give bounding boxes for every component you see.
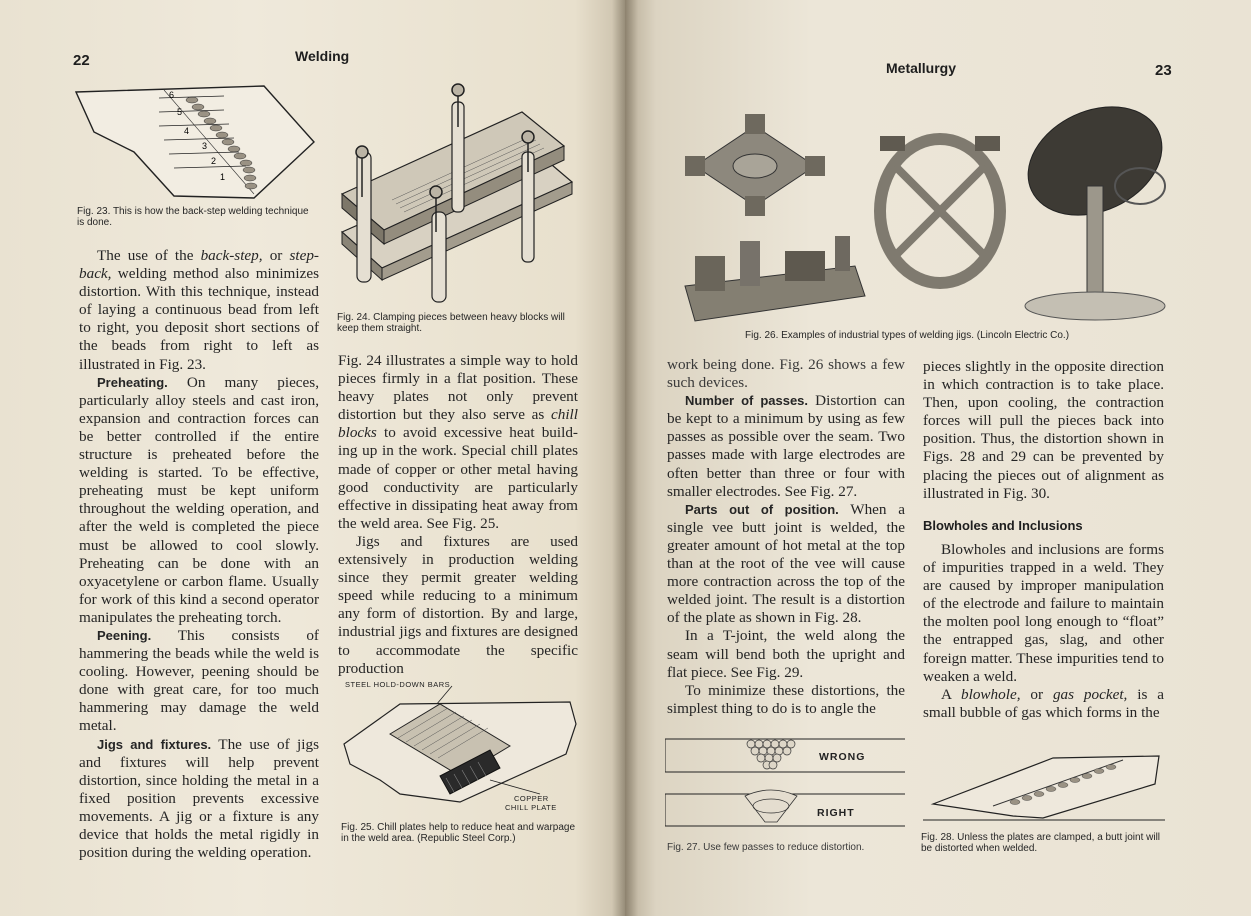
emphasis-stepback: step-back, <box>79 247 319 283</box>
right-column-2b <box>923 541 1164 722</box>
emphasis-chill-blocks: chill blocks <box>338 406 578 442</box>
text-run: On many pieces, particularly alloy steels and cast iron, expansion and contraction forces can be better controlled if the entire structure is preheated before the welding is started. To be effective, preheating must be kept uniform throughout the welding operation, and after the weld is completed the piece must be allowed to cool slowly. Preheating can be done with an oxyacetylene or carbon flame. Usually for work of this kind a second operator manipulates the preheating torch. <box>79 373 319 626</box>
text-run: When a single vee butt joint is welded, the greater amount of hot metal at the top than at the root of the vee will cause more contraction across the top of the welded joint. The result is a distortion of the plate as shown in Fig. 28. <box>667 500 905 627</box>
paragraph-work-being-done: work being done. Fig. 26 shows a few such devices. <box>667 356 905 392</box>
fig23-step-2: 2 <box>211 156 217 166</box>
fig27-label-wrong: WRONG <box>819 751 866 763</box>
emphasis-backstep: back-step, <box>200 247 263 264</box>
fig25-label-bars: STEEL HOLD-DOWN BARS <box>345 680 451 689</box>
fig23-step-1: 1 <box>220 172 226 182</box>
fig28-caption: Fig. 28. Unless the plates are clamped, a butt joint will be distorted when welded. <box>921 832 1161 854</box>
fig25-label-copper: COPPER <box>514 794 549 803</box>
left-page <box>0 0 625 916</box>
fig23-step-3: 3 <box>202 141 208 151</box>
text-run: is a small bubble of gas which forms in the <box>923 685 1165 721</box>
running-head: Welding <box>295 48 350 64</box>
paragraph-preheating <box>79 374 319 627</box>
run-in-head-preheating: Preheating. <box>97 374 168 390</box>
fig25-chill-plate-illustration <box>340 684 580 812</box>
emphasis-blowhole: blowhole, <box>961 685 1021 703</box>
emphasis-gas-pocket: gas pocket, <box>1052 685 1128 703</box>
paragraph-fig24 <box>338 352 578 533</box>
fig23-step-6: 6 <box>169 90 175 100</box>
fig27-label-right: RIGHT <box>817 807 855 819</box>
paragraph-jigs <box>79 736 319 863</box>
text-run: or <box>1020 685 1053 703</box>
fig23-caption: Fig. 23. This is how the back-step welding technique is done. <box>77 206 309 228</box>
fig24-caption: Fig. 24. Clamping pieces between heavy blocks will keep them straight. <box>337 312 565 334</box>
page-number: 23 <box>1155 62 1172 79</box>
fig24-clamping-illustration <box>332 82 580 308</box>
fig23-backstep-illustration <box>74 82 322 202</box>
text-run: to avoid excessive heat build-ing up in the work. Special chill plates made of copper or other metal having good conductivity are particularly effective in dissipating heat away from the weld area. See Fig. 25. <box>338 424 578 532</box>
text-run: Distortion can be kept to a minimum by using as few passes as possible over the seam. Two passes made with large electrodes are often better than three or four with smaller electrodes. See Fig. 27. <box>667 392 905 500</box>
paragraph-blowholes: Blowholes and inclusions are forms of impurities trapped in a weld. They are caused by improper manipulation of the electrode and failure to maintain the molten pool long enough to “float” the entrapped gas, slag, and other foreign matter. These impurities tend to weaken a weld. <box>923 541 1164 685</box>
fig26-jigs-photo <box>675 76 1175 326</box>
fig25-caption: Fig. 25. Chill plates help to reduce heat and warpage in the weld area. (Republic Steel Corp.) <box>341 822 576 844</box>
right-column-1 <box>667 356 905 718</box>
paragraph-blowhole-def <box>923 686 1164 722</box>
paragraph-pieces-slightly: pieces slightly in the opposite direction in which contraction is to take place. Then, upon cooling, the contraction forces will pull the pieces back into position. Thus, the distortion shown in Figs. 28 and 29 can be prevented by placing the pieces out of alignment as illustrated in Fig. 30. <box>923 358 1164 502</box>
text-run: Fig. 24 illustrates a simple way to hold pieces firmly in a flat position. These heavy plates not only prevent distortion but they also serve as <box>338 352 578 424</box>
fig27-caption: Fig. 27. Use few passes to reduce distortion. <box>667 842 865 853</box>
fig23-step-4: 4 <box>184 126 190 136</box>
paragraph-t-joint: In a T-joint, the weld along the seam will bend both the upright and flat piece. See Fig. 29. <box>667 627 905 681</box>
fig26-caption: Fig. 26. Examples of industrial types of welding jigs. (Lincoln Electric Co.) <box>745 330 1070 341</box>
paragraph-minimize: To minimize these distortions, the simplest thing to do is to angle the <box>667 681 905 717</box>
left-column-1 <box>79 247 319 862</box>
text-run: The use of the <box>97 247 201 264</box>
paragraph-backstep <box>79 247 319 374</box>
text-run: The use of jigs and fixtures will help prevent distortion, since holding the metal in a fixed position prevents excessive movements. A jig or a fixture is any device that holds the metal rigidly in position during the welding operation. <box>79 735 319 862</box>
paragraph-parts <box>667 501 905 628</box>
fig25-label-chill-plate: CHILL PLATE <box>505 803 557 812</box>
fig23-step-5: 5 <box>177 107 183 117</box>
left-column-2 <box>338 352 578 678</box>
text-run: welding method also minimizes distortion. With this technique, instead of laying a continuous bead from left to right, you deposit short sections of the beads from right to left as illustrated in Fig. 23. <box>79 265 319 373</box>
right-column-2 <box>923 358 1164 503</box>
text-run: This consists of hammering the beads while the weld is cooling. However, peening should be done with great care, for too much hammering may damage the weld metal. <box>79 626 319 735</box>
book-gutter <box>612 0 638 916</box>
paragraph-jigs-fixtures: Jigs and fixtures are used extensively in production welding since they permit greater welding speed while reducing to a minimum any form of distortion. By and large, industrial jigs and fixtures are designed to accommodate the specific production <box>338 532 578 677</box>
right-page <box>625 0 1251 916</box>
text-run: or <box>262 247 290 264</box>
section-heading-blowholes: Blowholes and Inclusions <box>923 518 1083 533</box>
running-head: Metallurgy <box>886 60 957 76</box>
page-number: 22 <box>73 52 90 69</box>
paragraph-passes <box>667 392 905 501</box>
run-in-head-parts: Parts out of position. <box>685 501 839 517</box>
paragraph-peening <box>79 627 319 736</box>
fig27-passes-illustration <box>665 736 905 828</box>
run-in-head-jigs: Jigs and fixtures. <box>97 736 212 752</box>
run-in-head-passes: Number of passes. <box>685 393 809 409</box>
fig28-butt-joint-illustration <box>923 744 1165 824</box>
run-in-head-peening: Peening. <box>97 627 152 643</box>
text-run: A <box>941 685 962 703</box>
